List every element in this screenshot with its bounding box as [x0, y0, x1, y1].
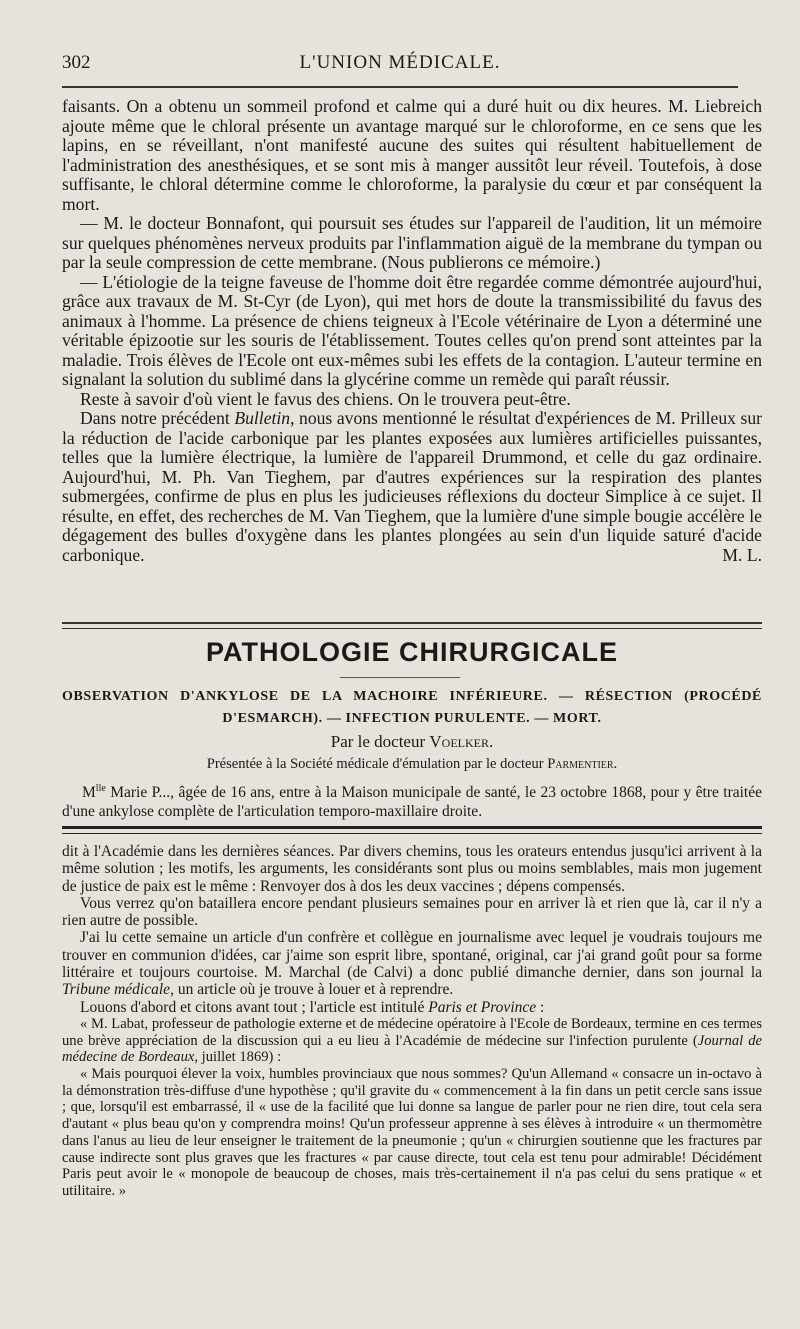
paragraph: Dans notre précédent Bulletin, nous avons mentionné le résultat d'expériences de M. Prilleux sur la réduction de l'acide carbonique par les plantes exposées aux lumières artificielles puissantes, telles que la lumière électrique, la lumière de l'appareil Drummond, et celle du gaz ordinaire. Aujourd'hui, M. Ph. Van Tieghem, par d'autres expériences sur la respiration des plantes submergées, confirme de plus en plus les judicieuses réflexions du docteur Simplice à ce sujet. Il résulte, en effet, des recherches de M. Van Tieghem, que la lumière d'une simple bougie accélère le dégagement des bulles d'oxygène dans les plantes plongées au sein d'un liquide saturé d'acide carbonique. M. L. — [62, 408, 762, 565]
presenter-name: Parmentier — [547, 756, 614, 772]
feuilleton-text — [62, 843, 762, 1200]
section-divider — [62, 622, 762, 629]
paragraph: J'ai lu cette semaine un article d'un confrère et collègue en journalisme avec lequel je voudrais toujours me trouver en communion d'idées, car j'aime son esprit libre, spontané, original, car j'ai grand goût pour sa forme littéraire et toujours courtoise. M. Marchal (de Calvi) a donc publié dimanche dernier, dans son journal la Tribune médicale, un article où je trouve à louer et à reprendre. — [62, 929, 762, 999]
paragraph: dit à l'Académie dans les dernières séances. Par divers chemins, tous les orateurs entendus jusqu'ici arrivent à la même solution ; les motifs, les arguments, les considérants sont plus ou moins semblables, mais mon jugement de justice de paix est le même : Renvoyer dos à dos les deux vaccines ; dépens compensés. — [62, 843, 762, 895]
byline: Par le docteur Voelker. — [330, 732, 494, 751]
title-underline — [340, 677, 460, 678]
italic-bulletin: Bulletin — [234, 408, 291, 428]
paragraph: Louons d'abord et citons avant tout ; l'article est intitulé Paris et Province : — [80, 998, 545, 1016]
feuilleton-divider — [62, 826, 762, 834]
paragraph: $M^{lle}$ Marie P..., âgée de 16 ans, entre à la Maison municipale de santé, le 23 octobre 1868, pour y être traitée d'une ankylose complète de l'articulation temporo-maxillaire droite. — [62, 782, 762, 820]
paragraph: — M. le docteur Bonnafont, qui poursuit ses études sur l'appareil de l'audition, lit un mémoire sur quelques phénomènes nerveux produits par l'inflammation aiguë de la membrane du tympan ou par la seule compression de cette membrane. (Nous publierons ce mémoire.) — [62, 213, 762, 272]
author-name: Voelker — [429, 732, 489, 751]
signature: M. L. — [722, 544, 762, 565]
paragraph: Vous verrez qu'on bataillera encore pendant plusieurs semaines pour en arriver là et rien que là, car il n'y a rien autre de possible. — [62, 894, 762, 930]
paragraph: faisants. On a obtenu un sommeil profond et calme qui a duré huit ou dix heures. M. Liebreich ajoute même que le chloral présente un avantage marqué sur le chloroforme, en ce sens que les lapins, en se réveillant, n'ont manifesté aucune des suites qui résultent habituellement de l'administration des anesthésiques, et se sont mis à manger aussitôt leur réveil. Toutefois, à dose suffisante, le chloral détermine comme le chloroforme, la paralysie du cœur et par conséquent la mort. — [62, 96, 762, 214]
running-title: L'UNION MÉDICALE. — [299, 52, 501, 73]
quote-paragraph: « Mais pourquoi élever la voix, humbles provinciaux que nous sommes? Qu'un Allemand « consacre un in-octavo à la démonstration très-diffuse d'une hypothèse ; qu'il gravite du « commencement à la fin dans un petit cercle sans issue ; que, lorsqu'il est embarrassé, il « use de la facilité que lui donne sa langue de parler pour ne rien dire, tout cela sera d'autant « plus beau qu'on y comprendra moins! Qu'un professeur apprenne à ses élèves à introduire « un thermomètre dans l'anus au lieu de leur enseigner le traitement de la pneumonie ; qu'un « chirurgien soutienne que les fractures par cause indirecte sont plus graves que les fractures « par cause directe, tout cela est tenu pour admirable! Décidément Paris peut avoir le « monopole de beaucoup de choses, mais très-certainement il n'a pas celui du sens pratique « et utilitaire. » — [62, 1066, 762, 1199]
header-rule — [62, 86, 738, 88]
paragraph: — L'étiologie de la teigne faveuse de l'homme doit être regardée comme démontrée aujourd'hui, grâce aux travaux de M. St-Cyr (de Lyon), qui met hors de doute la transmissibilité du favus des animaux à l'homme. La présence de chiens teigneux à l'Ecole vétérinaire de Lyon a déterminé une véritable épizootie sur les souris de l'établissement. Toutes celles qu'on prend sont atteintes par la maladie. Trois élèves de l'Ecole ont eux-mêmes subi les effets de la contagion. L'auteur termine en signalant la solution du sublimé dans la glycérine comme un remède qui paraît réussir. — [62, 271, 762, 389]
bulletin-text — [62, 97, 762, 565]
presented-by: Présentée à la Société médicale d'émulation par le docteur Parmentier. — [206, 756, 618, 772]
case-text — [62, 783, 762, 821]
paragraph: Reste à savoir d'où vient le favus des chiens. On le trouvera peut-être. — [80, 388, 571, 409]
observation-title: OBSERVATION D'ANKYLOSE DE LA MACHOIRE INFÉRIEURE. — RÉSECTION (PROCÉDÉ D'ESMARCH). — INFECTION PURULENTE. — MORT. — [62, 689, 762, 726]
page-header — [62, 52, 738, 74]
page-number: 302 — [62, 52, 91, 73]
section-title: PATHOLOGIE CHIRURGICALE — [206, 637, 618, 667]
quote-paragraph: « M. Labat, professeur de pathologie externe et de médecine opératoire à l'Ecole de Bordeaux, termine en ces termes une brève appréciation de la discussion qui a eu lieu à l'Académie de médecine sur l'infection purulente (Journal de médecine de Bordeaux, juillet 1869) : — [62, 1015, 762, 1066]
